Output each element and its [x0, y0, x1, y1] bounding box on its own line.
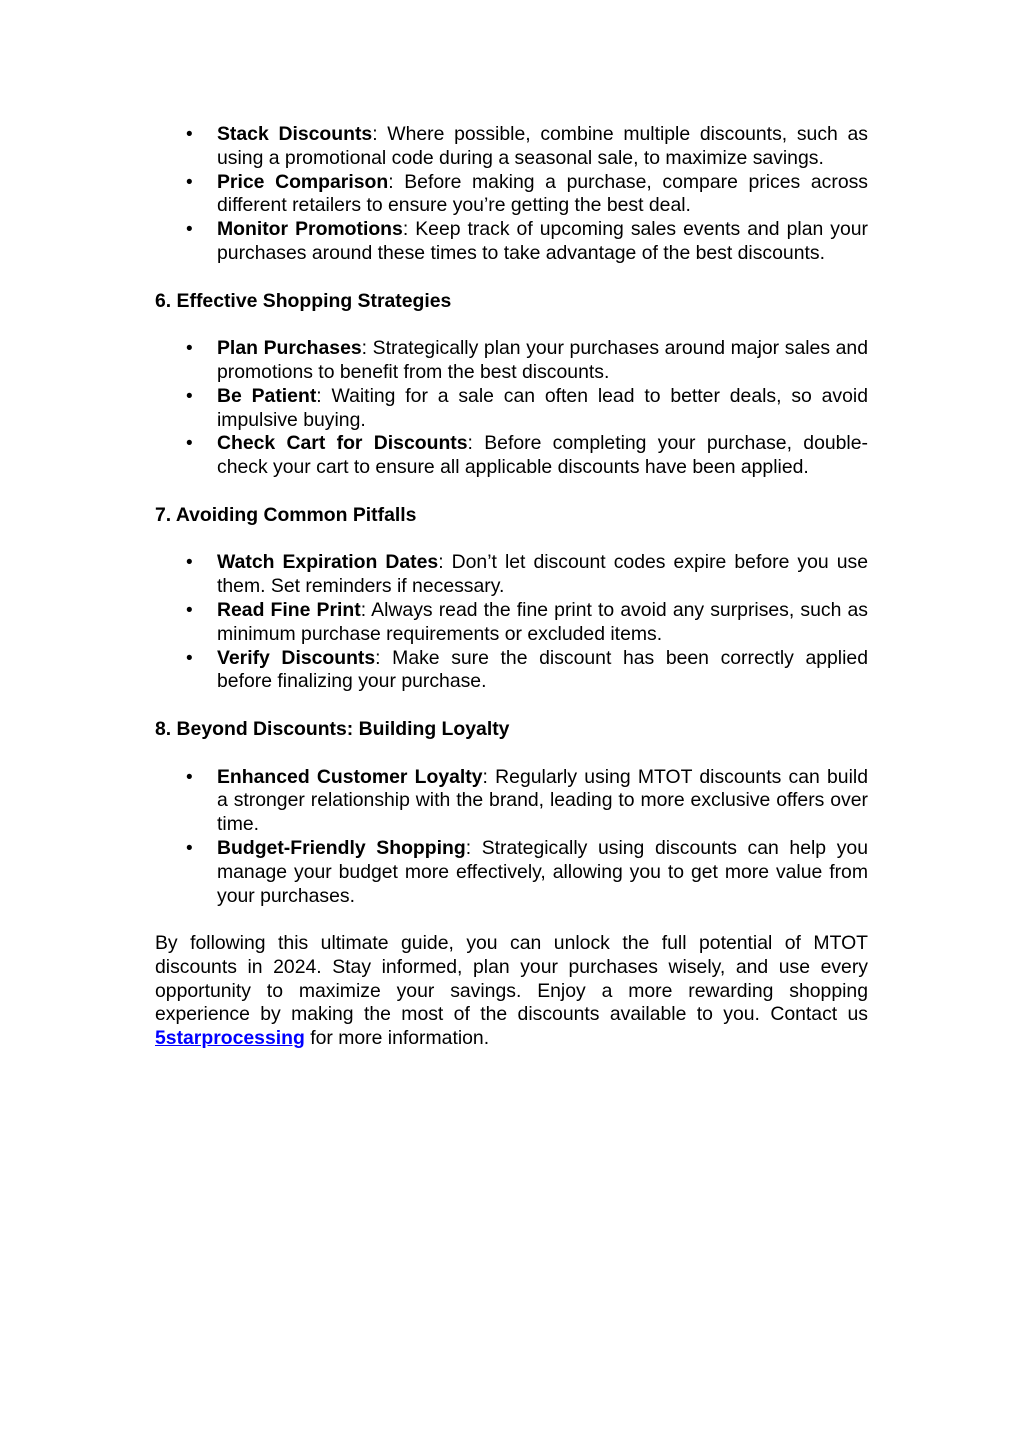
bullet-icon: • [186, 837, 193, 859]
item-text: : Don’t let discount codes expire before you use them. Set reminders if necessary. [217, 551, 868, 598]
item-title: Check Cart for Discounts [217, 432, 468, 455]
section-heading: 7. Avoiding Common Pitfalls [155, 503, 417, 526]
item-title: Verify Discounts [217, 646, 376, 669]
list-item [155, 385, 868, 433]
intro-bullet-list [155, 123, 868, 266]
bullet-icon: • [186, 766, 193, 788]
closing-text: By following this ultimate guide, you can unlock the full potential of MTOT discounts in 2024. Stay informed, plan your purchases wisely, and use every opportunity to maximize your savings. Enjoy a more rewarding shopping experience by making the most of the discounts available to you. Contact us [155, 932, 868, 1026]
bullet-icon: • [186, 124, 193, 145]
list-item [155, 766, 868, 837]
list-item [155, 599, 868, 647]
list-item [155, 432, 868, 480]
section-bullet-list [155, 766, 868, 909]
list-item [155, 551, 868, 599]
list-item [155, 647, 868, 695]
item-text: : Waiting for a sale can often lead to better deals, so avoid impulsive buying. [217, 384, 869, 431]
item-title: Stack Discounts [217, 123, 373, 145]
bullet-icon: • [186, 647, 193, 669]
section-bullet-list [155, 337, 868, 480]
item-title: Enhanced Customer Loyalty [217, 765, 483, 788]
item-title: Watch Expiration Dates [217, 551, 439, 574]
list-item [155, 218, 868, 266]
list-item [155, 123, 868, 171]
list-item [155, 337, 868, 385]
item-text: : Keep track of upcoming sales events and plan your purchases around these times to take advantage of the best discounts. [217, 218, 868, 264]
item-text: : Always read the fine print to avoid any surprises, such as minimum purchase requirements or excluded items. [217, 598, 868, 645]
item-text: : Strategically plan your purchases around major sales and promotions to benefit from the best discounts. [217, 337, 868, 383]
item-title: Price Comparison [217, 170, 389, 193]
section-heading: 8. Beyond Discounts: Building Loyalty [155, 717, 510, 740]
item-title: Monitor Promotions [217, 218, 403, 241]
item-title: Budget-Friendly Shopping [217, 836, 466, 859]
bullet-icon: • [186, 338, 193, 360]
item-text: : Make sure the discount has been correctly applied before finalizing your purchase. [217, 646, 868, 693]
section-heading: 6. Effective Shopping Strategies [155, 289, 452, 312]
bullet-icon: • [186, 171, 193, 193]
bullet-icon: • [186, 552, 193, 574]
item-text: : Strategically using discounts can help you manage your budget more effectively, allowing you to get more value from your purchases. [217, 836, 868, 907]
closing-paragraph [155, 932, 868, 1051]
bullet-icon: • [186, 599, 193, 621]
list-item [155, 171, 868, 219]
item-title: Read Fine Print [217, 598, 361, 621]
contact-link[interactable]: 5starprocessing [155, 1027, 305, 1050]
document-page [155, 123, 868, 1051]
bullet-icon: • [186, 385, 193, 407]
list-item [155, 837, 868, 908]
item-title: Be Patient [217, 384, 317, 407]
item-title: Plan Purchases [217, 337, 362, 360]
item-text: : Before making a purchase, compare prices across different retailers to ensure you’re getting the best deal. [217, 170, 868, 217]
item-text: : Before completing your purchase, double-check your cart to ensure all applicable discounts have been applied. [217, 432, 868, 479]
bullet-icon: • [186, 433, 193, 455]
section-bullet-list [155, 551, 868, 694]
item-text: : Where possible, combine multiple discounts, such as using a promotional code during a seasonal sale, to maximize savings. [217, 123, 868, 169]
item-text: : Regularly using MTOT discounts can build a stronger relationship with the brand, leading to more exclusive offers over time. [217, 765, 868, 836]
closing-after-link: for more information. [304, 1027, 490, 1050]
bullet-icon: • [186, 219, 193, 241]
